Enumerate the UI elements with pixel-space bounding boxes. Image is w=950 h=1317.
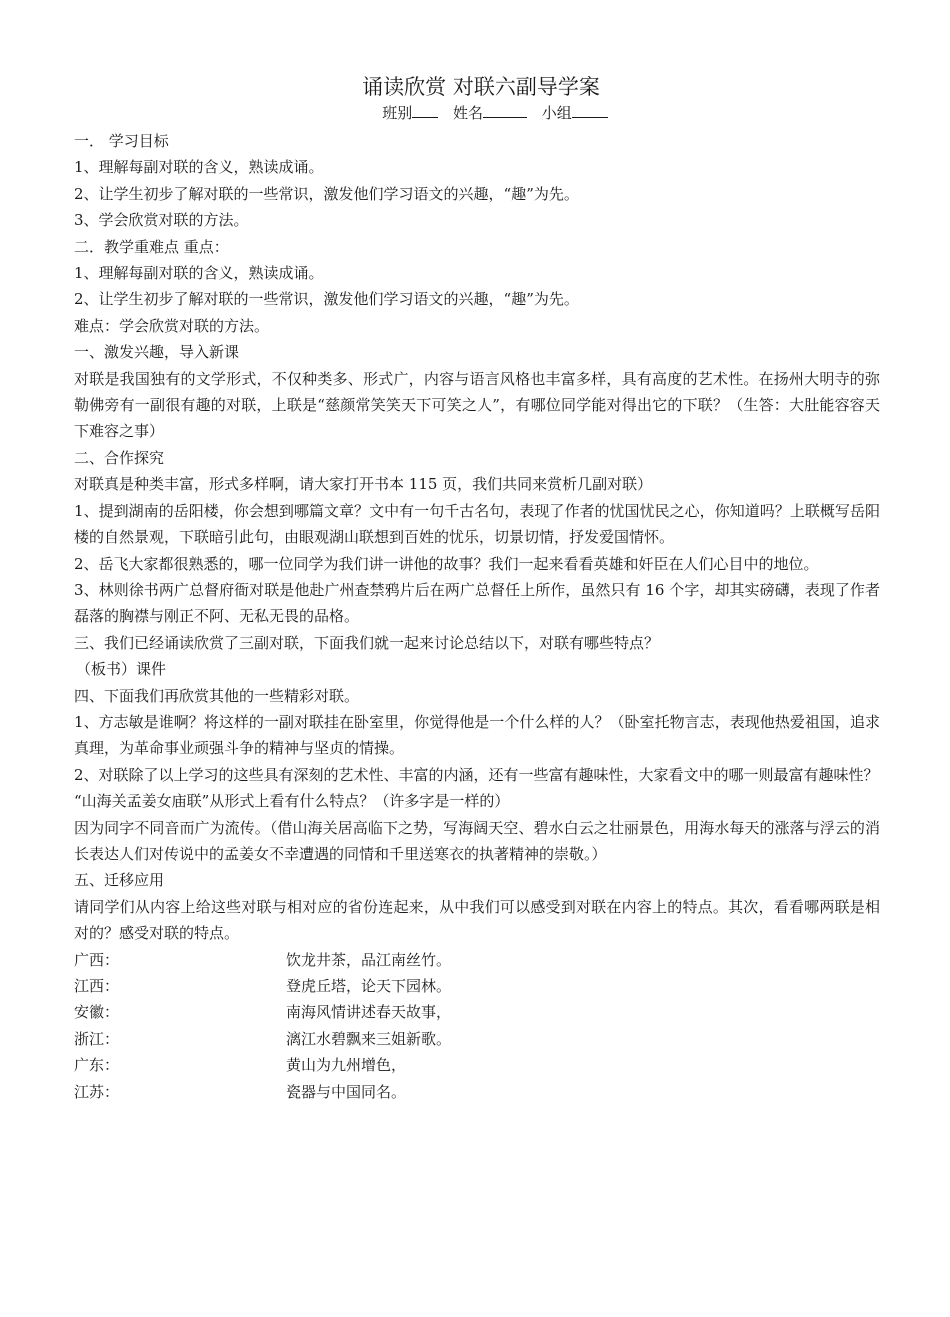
couplet-line: 饮龙井茶，品江南丝竹。 <box>286 950 452 969</box>
key-points-heading: 二．教学重难点 重点： <box>74 237 229 256</box>
application-paragraph: 请同学们从内容上给这些对联与相对应的省份连起来，从中我们可以感受到对联在内容上的特点。其次，看看哪两联是相对的？感受对联的特点。 <box>74 897 880 943</box>
cooperation-heading: 二、合作探究 <box>74 448 165 467</box>
intro-paragraph: 对联是我国独有的文学形式，不仅种类多、形式广，内容与语言风格也丰富多样，具有高度的艺术性。在扬州大明寺的弥勒佛旁有一副很有趣的对联，上联是“慈颜常笑笑天下可笑之人”，有哪位同学能对得出它的下联？（生答：大肚能容容天下难容之事） <box>74 369 880 441</box>
more-couplets-heading: 四、下面我们再欣赏其他的一些精彩对联。 <box>74 686 360 705</box>
more-couplets-item: 2、对联除了以上学习的这些具有深刻的艺术性、丰富的内涵，还有一些富有趣味性，大家看文中的哪一则最富有趣味性？ <box>74 765 879 784</box>
key-point-item: 1、理解每副对联的含义，熟读成诵。 <box>74 264 324 283</box>
cooperation-item: 2、岳飞大家都很熟悉的，哪一位同学为我们讲一讲他的故事？我们一起来看看英雄和奸臣在人们心目中的地位。 <box>74 554 819 573</box>
list-item <box>74 947 880 973</box>
more-couplets-item: 1、方志敏是谁啊？将这样的一副对联挂在卧室里，你觉得他是一个什么样的人？（卧室托物言志，表现他热爱祖国，追求真理，为革命事业顽强斗争的精神与坚贞的情操。 <box>74 712 880 758</box>
list-item <box>74 1026 880 1052</box>
list-item <box>74 973 880 999</box>
name-blank <box>483 103 527 118</box>
province-couplet-list <box>74 947 880 1105</box>
couplet-line: 登虎丘塔，论天下园林。 <box>286 977 452 995</box>
class-label: 班别 <box>382 104 413 122</box>
name-label: 姓名 <box>452 104 483 122</box>
province-label: 广东： <box>74 1056 120 1075</box>
province-label: 江西： <box>74 977 120 995</box>
summary-note: （板书）课件 <box>76 660 167 679</box>
province-label: 广西： <box>74 950 120 969</box>
province-label: 浙江： <box>74 1029 120 1048</box>
goals-heading: 一． 学习目标 <box>74 132 169 150</box>
cooperation-item: 3、林则徐书两广总督府衙对联是他赴广州查禁鸦片后在两广总督任上所作，虽然只有 16 个字，却其实磅礴，表现了作者磊落的胸襟与刚正不阿、无私无畏的品格。 <box>74 580 880 626</box>
goal-item: 3、学会欣赏对联的方法。 <box>74 211 249 230</box>
cooperation-intro: 对联真是种类丰富，形式多样啊，请大家打开书本 115 页，我们共同来赏析几副对联） <box>74 475 653 494</box>
couplet-line: 南海风情讲述春天故事， <box>286 1003 452 1022</box>
province-label: 安徽： <box>74 1003 120 1022</box>
group-blank <box>572 103 608 118</box>
couplet-line: 黄山为九州增色， <box>286 1056 407 1075</box>
summary-heading: 三、我们已经诵读欣赏了三副对联，下面我们就一起来讨论总结以下，对联有哪些特点？ <box>74 633 660 652</box>
more-couplets-item: “山海关孟姜女庙联”从形式上看有什么特点？（许多字是一样的） <box>74 792 510 811</box>
group-label: 小组 <box>541 104 572 122</box>
class-blank <box>412 103 438 118</box>
couplet-line: 瓷器与中国同名。 <box>286 1082 407 1101</box>
page-title: 诵读欣赏 对联六副导学案 <box>362 75 600 99</box>
application-heading: 五、迁移应用 <box>74 871 165 890</box>
difficulty-item: 难点：学会欣赏对联的方法。 <box>74 316 270 335</box>
cooperation-item: 1、提到湖南的岳阳楼，你会想到哪篇文章？文中有一句千古名句，表现了作者的忧国忧民之心，你知道吗？上联概写岳阳楼的自然景观，下联暗引此句，由眼观湖山联想到百姓的忧乐，切景切情，抒发爱国情怀。 <box>74 501 880 547</box>
student-info-line <box>74 102 880 124</box>
couplet-line: 漓江水碧飘来三姐新歌。 <box>286 1029 452 1048</box>
goal-item: 1、理解每副对联的含义，熟读成诵。 <box>74 158 324 177</box>
list-item <box>74 999 880 1025</box>
province-label: 江苏： <box>74 1082 120 1101</box>
key-point-item: 2、让学生初步了解对联的一些常识，激发他们学习语文的兴趣，“趣”为先。 <box>74 290 579 309</box>
list-item <box>74 1079 880 1105</box>
goal-item: 2、让学生初步了解对联的一些常识，激发他们学习语文的兴趣，“趣”为先。 <box>74 184 579 203</box>
intro-heading: 一、激发兴趣，导入新课 <box>74 343 240 362</box>
list-item <box>74 1052 880 1078</box>
more-couplets-item: 因为同字不同音而广为流传。（借山海关居高临下之势，写海阔天空、碧水白云之壮丽景色，用海水每天的涨落与浮云的消长表达人们对传说中的孟姜女不幸遭遇的同情和千里送寒衣的执著精神的崇敬。） <box>74 818 880 863</box>
